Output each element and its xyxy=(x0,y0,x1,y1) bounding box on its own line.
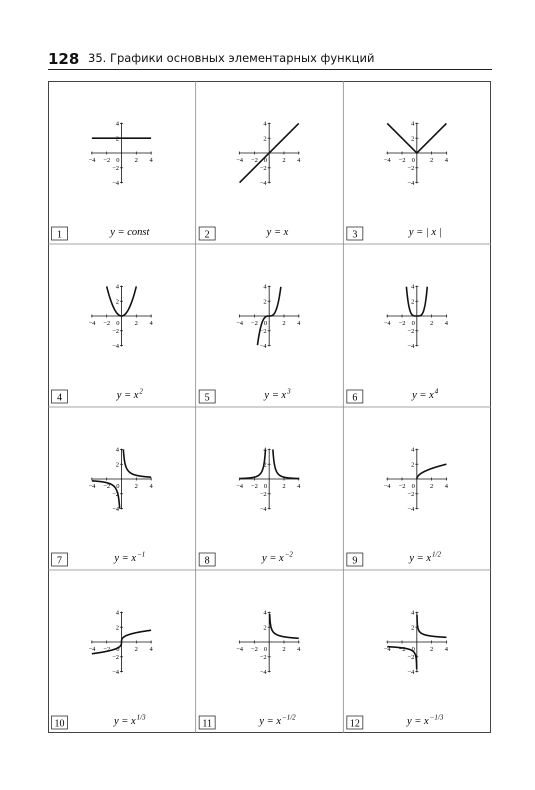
x-tick-label: 4 xyxy=(149,483,153,490)
panel-number: 4 xyxy=(57,392,62,404)
panel-number: 8 xyxy=(204,555,210,567)
panel-number: 6 xyxy=(352,392,358,404)
y-tick-label: −4 xyxy=(407,668,415,676)
y-tick-label: −2 xyxy=(259,328,267,336)
y-tick-label: 2 xyxy=(263,135,267,143)
y-tick-label: −4 xyxy=(112,179,119,187)
x-tick-label: 4 xyxy=(444,483,449,490)
x-tick-label: −2 xyxy=(103,483,111,490)
y-tick-label: 4 xyxy=(411,283,415,291)
panel-number: 3 xyxy=(352,229,358,241)
panel-number: 9 xyxy=(352,555,358,567)
x-tick-label: 4 xyxy=(444,157,449,164)
x-tick-label: 2 xyxy=(430,646,434,653)
origin-label: 0 xyxy=(116,483,120,490)
y-tick-label: 2 xyxy=(115,461,119,469)
x-tick-label: −2 xyxy=(103,320,111,327)
x-tick-label: −4 xyxy=(383,483,391,490)
function-curve-11 xyxy=(270,614,299,638)
y-tick-label: 4 xyxy=(115,446,119,454)
graph-panel-3 xyxy=(347,121,449,241)
graph-panel-2 xyxy=(199,121,301,241)
panel-number: 7 xyxy=(57,555,62,567)
x-tick-label: −4 xyxy=(88,646,96,653)
x-tick-label: 4 xyxy=(149,646,153,653)
graph-panel-4 xyxy=(52,284,154,404)
origin-label: 0 xyxy=(263,483,268,490)
graph-panel-10 xyxy=(52,610,154,730)
y-tick-label: −4 xyxy=(259,179,267,187)
y-tick-label: −2 xyxy=(112,328,119,336)
graph-panel-5 xyxy=(199,284,301,404)
y-tick-label: −4 xyxy=(259,505,267,513)
y-tick-label: 4 xyxy=(411,120,415,128)
y-tick-label: −2 xyxy=(112,491,119,499)
origin-label: 0 xyxy=(411,157,415,164)
y-tick-label: 2 xyxy=(115,624,119,632)
x-tick-label: −2 xyxy=(398,483,406,490)
y-tick-label: −4 xyxy=(407,179,415,187)
graph-panel-7 xyxy=(52,447,154,567)
function-caption: $y = x^{-1/2}$ xyxy=(259,713,296,727)
y-tick-label: 4 xyxy=(263,609,267,617)
y-tick-label: −2 xyxy=(259,654,267,662)
function-caption: $y = x^{-1/3}$ xyxy=(407,713,444,727)
function-curve-9 xyxy=(417,464,447,479)
graph-panel-6 xyxy=(347,284,449,404)
x-tick-label: 2 xyxy=(282,157,286,164)
x-tick-label: 4 xyxy=(297,157,301,164)
section-title: 35. Графики основных элементарных функций xyxy=(88,51,375,65)
y-tick-label: 2 xyxy=(263,624,267,632)
header-rule xyxy=(48,69,492,70)
graph-panel-1 xyxy=(52,121,154,241)
x-tick-label: 2 xyxy=(282,320,286,327)
panel-number: 5 xyxy=(204,392,210,404)
y-tick-label: −2 xyxy=(407,328,415,336)
x-tick-label: 4 xyxy=(297,320,301,327)
x-tick-label: 2 xyxy=(134,157,138,164)
x-tick-label: 4 xyxy=(444,320,449,327)
y-tick-label: 4 xyxy=(115,120,119,128)
y-tick-label: 2 xyxy=(115,298,119,306)
x-tick-label: 2 xyxy=(282,483,286,490)
x-tick-label: −2 xyxy=(250,483,258,490)
y-tick-label: 4 xyxy=(115,609,119,617)
function-caption: $y = x^2$ xyxy=(116,387,143,401)
function-caption: $y = x^{1/3}$ xyxy=(114,713,146,727)
y-tick-label: −4 xyxy=(407,505,415,513)
y-tick-label: −2 xyxy=(407,491,415,499)
origin-label: 0 xyxy=(263,320,268,327)
function-caption: y = | x | xyxy=(408,227,442,238)
x-tick-label: 2 xyxy=(430,483,434,490)
y-tick-label: −2 xyxy=(407,165,415,173)
x-tick-label: −2 xyxy=(250,157,258,164)
origin-label: 0 xyxy=(263,646,268,653)
x-tick-label: −2 xyxy=(103,646,111,653)
x-tick-label: −4 xyxy=(236,646,244,653)
x-tick-label: −4 xyxy=(236,157,244,164)
origin-label: 0 xyxy=(116,320,120,327)
function-caption: $y = x^{-1}$ xyxy=(114,550,146,564)
x-tick-label: 2 xyxy=(134,320,138,327)
function-caption: y = const xyxy=(110,227,150,238)
panel-number: 10 xyxy=(54,718,65,730)
x-tick-label: −2 xyxy=(398,646,406,653)
function-caption: $y = x^{1/2}$ xyxy=(409,550,441,564)
x-tick-label: 2 xyxy=(134,483,138,490)
x-tick-label: −2 xyxy=(103,157,111,164)
x-tick-label: −2 xyxy=(250,320,258,327)
origin-label: 0 xyxy=(411,320,415,327)
x-tick-label: 2 xyxy=(430,320,434,327)
panel-number: 2 xyxy=(204,229,210,241)
page-header xyxy=(48,48,492,68)
x-tick-label: −4 xyxy=(383,646,391,653)
y-tick-label: 4 xyxy=(263,283,267,291)
function-caption: $y = x^3$ xyxy=(264,387,291,401)
function-caption: $y = x^4$ xyxy=(412,387,439,401)
x-tick-label: −4 xyxy=(383,320,391,327)
y-tick-label: 4 xyxy=(115,283,119,291)
x-tick-label: −4 xyxy=(88,483,96,490)
x-tick-label: −4 xyxy=(88,157,96,164)
graph-panel-11 xyxy=(199,610,301,730)
y-tick-label: −4 xyxy=(407,342,415,350)
x-tick-label: −4 xyxy=(236,483,244,490)
x-tick-label: 2 xyxy=(430,157,434,164)
origin-label: 0 xyxy=(263,157,268,164)
x-tick-label: 2 xyxy=(282,646,286,653)
graph-panel-9 xyxy=(347,447,449,567)
y-tick-label: −2 xyxy=(259,491,267,499)
origin-label: 0 xyxy=(411,646,415,653)
panel-number: 1 xyxy=(57,229,62,241)
y-tick-label: 4 xyxy=(263,120,267,128)
panel-number: 12 xyxy=(349,718,360,730)
x-tick-label: 4 xyxy=(297,646,301,653)
y-tick-label: −2 xyxy=(112,165,119,173)
y-tick-label: 2 xyxy=(263,298,267,306)
y-tick-label: 2 xyxy=(411,298,415,306)
y-tick-label: −2 xyxy=(112,654,119,662)
x-tick-label: −2 xyxy=(398,157,406,164)
y-tick-label: 4 xyxy=(263,446,267,454)
y-tick-label: 2 xyxy=(115,135,119,143)
function-caption: y = x xyxy=(266,227,289,238)
graph-panel-8 xyxy=(199,447,301,567)
function-caption: $y = x^{-2}$ xyxy=(262,550,293,564)
origin-label: 0 xyxy=(411,483,415,490)
y-tick-label: 4 xyxy=(411,446,415,454)
y-tick-label: 2 xyxy=(411,624,415,632)
x-tick-label: −4 xyxy=(88,320,96,327)
x-tick-label: −2 xyxy=(398,320,406,327)
origin-label: 0 xyxy=(116,646,120,653)
x-tick-label: −2 xyxy=(250,646,258,653)
y-tick-label: −4 xyxy=(112,505,119,513)
y-tick-label: −4 xyxy=(259,668,267,676)
y-tick-label: −4 xyxy=(112,342,119,350)
x-tick-label: 4 xyxy=(297,483,301,490)
y-tick-label: −4 xyxy=(112,668,119,676)
y-tick-label: 2 xyxy=(411,461,415,469)
graph-panel-12 xyxy=(347,610,449,730)
panel-number: 11 xyxy=(202,718,212,730)
y-tick-label: −4 xyxy=(259,342,267,350)
y-tick-label: 2 xyxy=(411,135,415,143)
y-tick-label: −2 xyxy=(407,654,415,662)
x-tick-label: −4 xyxy=(383,157,391,164)
x-tick-label: 2 xyxy=(134,646,138,653)
origin-label: 0 xyxy=(116,157,120,164)
x-tick-label: 4 xyxy=(149,320,153,327)
function-graphs-grid xyxy=(48,81,491,733)
x-tick-label: 4 xyxy=(444,646,449,653)
x-tick-label: −4 xyxy=(236,320,244,327)
y-tick-label: 2 xyxy=(263,461,267,469)
y-tick-label: 4 xyxy=(411,609,415,617)
x-tick-label: 4 xyxy=(149,157,153,164)
page-number: 128 xyxy=(48,50,80,68)
y-tick-label: −2 xyxy=(259,165,267,173)
